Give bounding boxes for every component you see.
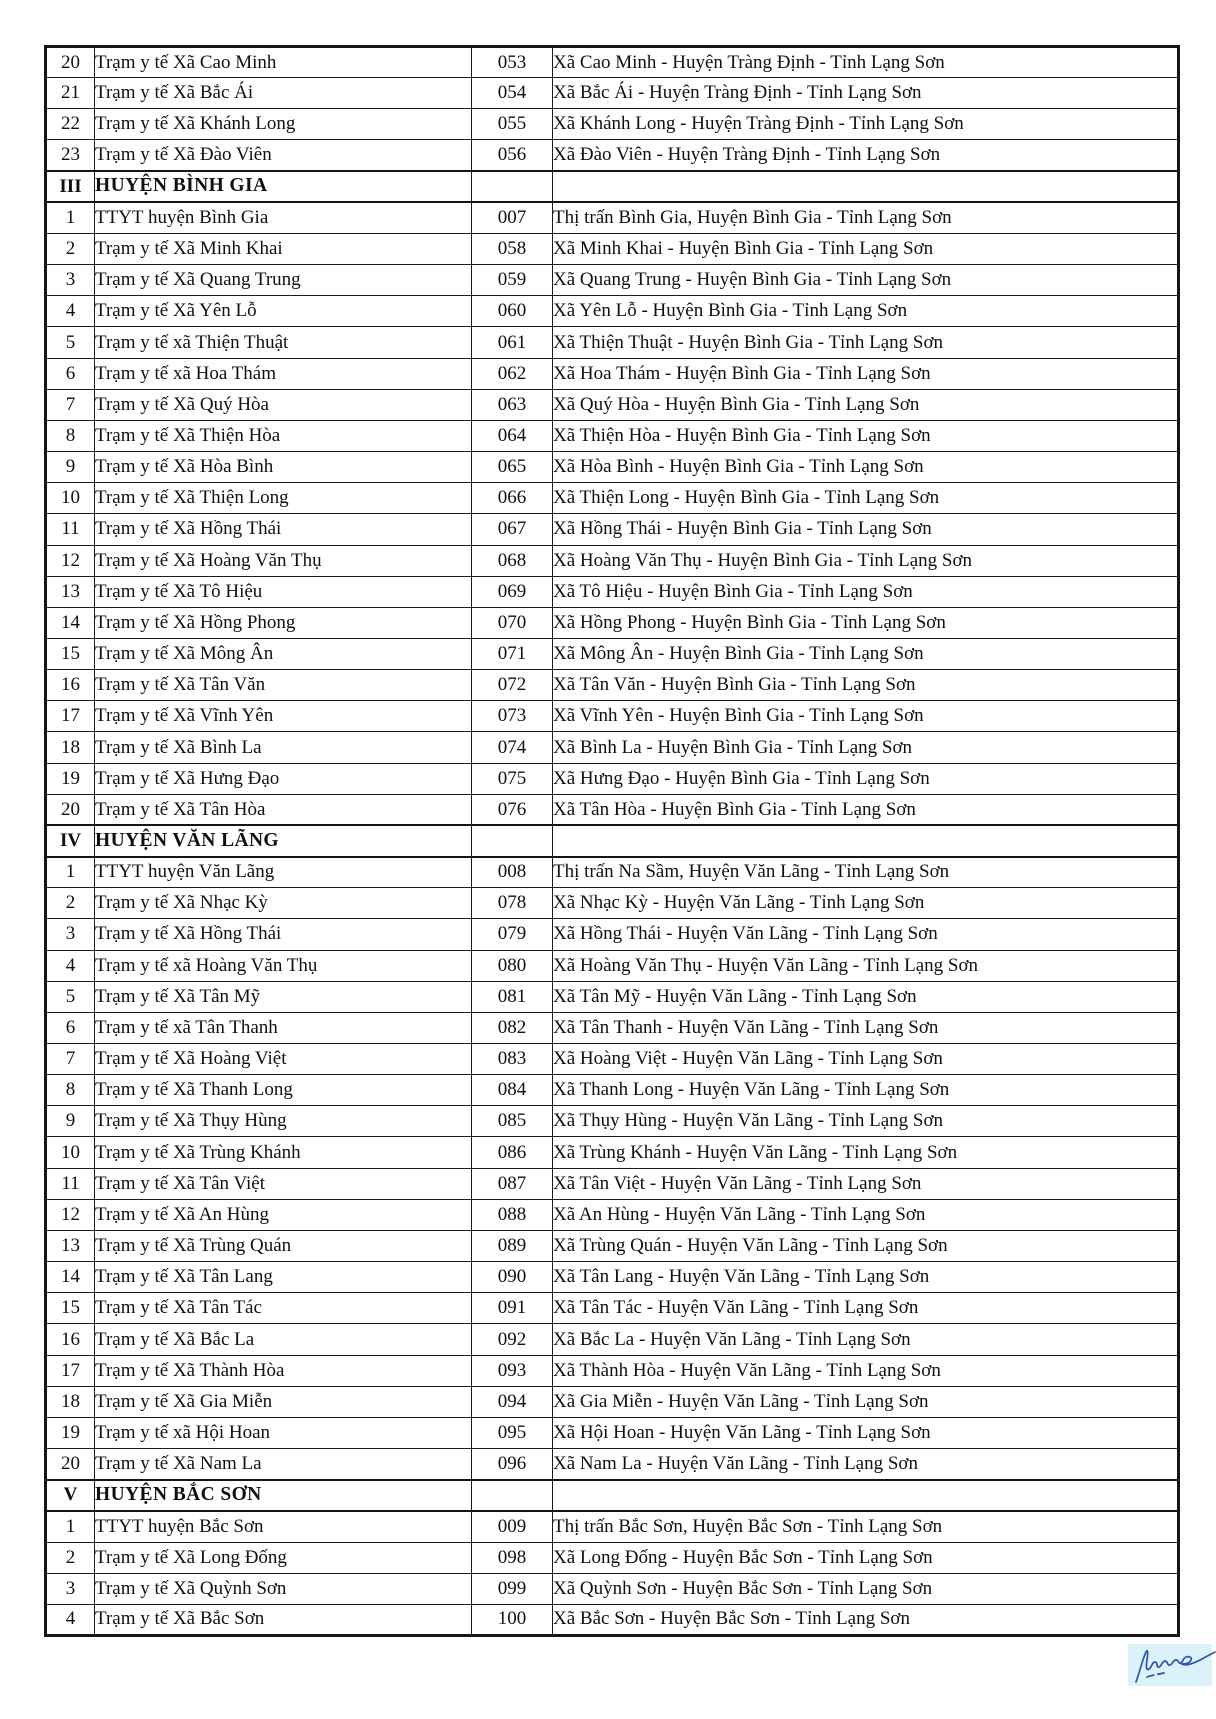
table-row xyxy=(46,1075,1179,1106)
station-code-cell: 065 xyxy=(472,452,553,483)
station-code-cell: 074 xyxy=(472,732,553,763)
station-address-cell xyxy=(553,825,1179,856)
station-address-cell: Xã Hưng Đạo - Huyện Bình Gia - Tỉnh Lạng Sơn xyxy=(553,763,1179,794)
row-number-cell: 22 xyxy=(46,109,95,140)
station-address-cell: Xã Trùng Khánh - Huyện Văn Lãng - Tỉnh Lạng Sơn xyxy=(553,1137,1179,1168)
table-row xyxy=(46,950,1179,981)
row-number-cell: 19 xyxy=(46,1417,95,1448)
station-code-cell: 071 xyxy=(472,638,553,669)
station-name-cell: Trạm y tế Xã Bắc La xyxy=(95,1324,472,1355)
table-row xyxy=(46,233,1179,264)
station-code-cell: 091 xyxy=(472,1293,553,1324)
section-header-row xyxy=(46,171,1179,202)
row-number-cell: 14 xyxy=(46,1262,95,1293)
row-number-cell: 17 xyxy=(46,1355,95,1386)
row-number-cell: 7 xyxy=(46,389,95,420)
station-name-cell: Trạm y tế Xã Thụy Hùng xyxy=(95,1106,472,1137)
station-code-cell: 092 xyxy=(472,1324,553,1355)
station-address-cell: Xã Thanh Long - Huyện Văn Lãng - Tỉnh Lạng Sơn xyxy=(553,1075,1179,1106)
station-name-cell: Trạm y tế xã Tân Thanh xyxy=(95,1012,472,1043)
station-name-cell: Trạm y tế Xã Gia Miễn xyxy=(95,1386,472,1417)
station-address-cell: Thị trấn Bắc Sơn, Huyện Bắc Sơn - Tỉnh Lạng Sơn xyxy=(553,1511,1179,1542)
station-name-cell: Trạm y tế Xã Thanh Long xyxy=(95,1075,472,1106)
station-code-cell: 063 xyxy=(472,389,553,420)
row-number-cell: 19 xyxy=(46,763,95,794)
row-number-cell: 10 xyxy=(46,1137,95,1168)
table-row xyxy=(46,514,1179,545)
station-code-cell: 069 xyxy=(472,576,553,607)
station-name-cell: Trạm y tế Xã Tân Hòa xyxy=(95,794,472,825)
station-address-cell: Xã Hoàng Việt - Huyện Văn Lãng - Tỉnh Lạng Sơn xyxy=(553,1044,1179,1075)
station-address-cell: Xã Bắc Ái - Huyện Tràng Định - Tỉnh Lạng Sơn xyxy=(553,78,1179,109)
table-row xyxy=(46,1293,1179,1324)
station-address-cell: Xã Hòa Bình - Huyện Bình Gia - Tỉnh Lạng Sơn xyxy=(553,452,1179,483)
station-code-cell: 100 xyxy=(472,1604,553,1635)
station-code-cell: 087 xyxy=(472,1168,553,1199)
table-row xyxy=(46,1573,1179,1604)
station-address-cell: Xã Khánh Long - Huyện Tràng Định - Tỉnh Lạng Sơn xyxy=(553,109,1179,140)
row-number-cell: 13 xyxy=(46,576,95,607)
station-address-cell: Xã An Hùng - Huyện Văn Lãng - Tỉnh Lạng Sơn xyxy=(553,1199,1179,1230)
row-number-cell: 20 xyxy=(46,47,95,78)
station-name-cell: Trạm y tế Xã Hòa Bình xyxy=(95,452,472,483)
station-name-cell: Trạm y tế Xã Bắc Ái xyxy=(95,78,472,109)
table-row xyxy=(46,981,1179,1012)
station-code-cell: 099 xyxy=(472,1573,553,1604)
station-name-cell: Trạm y tế Xã Đào Viên xyxy=(95,140,472,171)
table-row xyxy=(46,1449,1179,1480)
station-name-cell: Trạm y tế Xã Hoàng Việt xyxy=(95,1044,472,1075)
station-address-cell: Xã Nhạc Kỳ - Huyện Văn Lãng - Tỉnh Lạng Sơn xyxy=(553,888,1179,919)
station-address-cell: Xã Long Đống - Huyện Bắc Sơn - Tỉnh Lạng Sơn xyxy=(553,1542,1179,1573)
table-row xyxy=(46,202,1179,233)
station-name-cell: Trạm y tế Xã Trùng Quán xyxy=(95,1230,472,1261)
station-name-cell: Trạm y tế Xã Quỳnh Sơn xyxy=(95,1573,472,1604)
station-code-cell: 081 xyxy=(472,981,553,1012)
row-number-cell: V xyxy=(46,1480,95,1511)
station-code-cell: 089 xyxy=(472,1230,553,1261)
row-number-cell: 1 xyxy=(46,202,95,233)
station-address-cell: Xã Tân Việt - Huyện Văn Lãng - Tỉnh Lạng Sơn xyxy=(553,1168,1179,1199)
table-row xyxy=(46,763,1179,794)
table-row xyxy=(46,1230,1179,1261)
station-code-cell: 060 xyxy=(472,296,553,327)
station-name-cell: Trạm y tế xã Hội Hoan xyxy=(95,1417,472,1448)
station-code-cell: 086 xyxy=(472,1137,553,1168)
station-name-cell: Trạm y tế Xã Yên Lỗ xyxy=(95,296,472,327)
station-address-cell: Xã Cao Minh - Huyện Tràng Định - Tỉnh Lạng Sơn xyxy=(553,47,1179,78)
station-address-cell: Xã Đào Viên - Huyện Tràng Định - Tỉnh Lạng Sơn xyxy=(553,140,1179,171)
station-address-cell: Xã Thụy Hùng - Huyện Văn Lãng - Tỉnh Lạng Sơn xyxy=(553,1106,1179,1137)
station-code-cell xyxy=(472,171,553,202)
station-code-cell: 082 xyxy=(472,1012,553,1043)
station-address-cell: Xã Hội Hoan - Huyện Văn Lãng - Tỉnh Lạng Sơn xyxy=(553,1417,1179,1448)
station-code-cell: 067 xyxy=(472,514,553,545)
table-row xyxy=(46,78,1179,109)
station-code-cell: 075 xyxy=(472,763,553,794)
station-code-cell: 072 xyxy=(472,670,553,701)
station-code-cell: 059 xyxy=(472,265,553,296)
row-number-cell: 16 xyxy=(46,1324,95,1355)
row-number-cell: 12 xyxy=(46,1199,95,1230)
station-name-cell: TTYT huyện Văn Lãng xyxy=(95,857,472,888)
station-address-cell: Xã Tân Tác - Huyện Văn Lãng - Tỉnh Lạng Sơn xyxy=(553,1293,1179,1324)
station-name-cell: Trạm y tế Xã Hồng Thái xyxy=(95,919,472,950)
station-code-cell: 088 xyxy=(472,1199,553,1230)
station-code-cell: 062 xyxy=(472,358,553,389)
station-address-cell: Xã Quý Hòa - Huyện Bình Gia - Tỉnh Lạng Sơn xyxy=(553,389,1179,420)
station-name-cell: Trạm y tế Xã Tô Hiệu xyxy=(95,576,472,607)
station-code-cell: 078 xyxy=(472,888,553,919)
station-address-cell: Xã Hoa Thám - Huyện Bình Gia - Tỉnh Lạng Sơn xyxy=(553,358,1179,389)
station-name-cell: Trạm y tế Xã Tân Văn xyxy=(95,670,472,701)
table-row xyxy=(46,1417,1179,1448)
station-code-cell: 079 xyxy=(472,919,553,950)
row-number-cell: 13 xyxy=(46,1230,95,1261)
station-address-cell: Xã Bắc La - Huyện Văn Lãng - Tỉnh Lạng Sơn xyxy=(553,1324,1179,1355)
station-address-cell: Xã Thiện Long - Huyện Bình Gia - Tỉnh Lạng Sơn xyxy=(553,483,1179,514)
table-row xyxy=(46,1386,1179,1417)
station-address-cell: Thị trấn Na Sầm, Huyện Văn Lãng - Tỉnh Lạng Sơn xyxy=(553,857,1179,888)
table-row xyxy=(46,1355,1179,1386)
station-code-cell: 056 xyxy=(472,140,553,171)
table-row xyxy=(46,701,1179,732)
row-number-cell: 2 xyxy=(46,1542,95,1573)
station-address-cell: Xã Trùng Quán - Huyện Văn Lãng - Tỉnh Lạng Sơn xyxy=(553,1230,1179,1261)
row-number-cell: 8 xyxy=(46,420,95,451)
row-number-cell: 14 xyxy=(46,607,95,638)
station-address-cell: Xã Gia Miễn - Huyện Văn Lãng - Tỉnh Lạng Sơn xyxy=(553,1386,1179,1417)
station-name-cell: Trạm y tế Xã Long Đống xyxy=(95,1542,472,1573)
station-code-cell: 009 xyxy=(472,1511,553,1542)
station-address-cell: Xã Tô Hiệu - Huyện Bình Gia - Tỉnh Lạng Sơn xyxy=(553,576,1179,607)
section-header-row xyxy=(46,1480,1179,1511)
station-name-cell: Trạm y tế Xã Mông Ân xyxy=(95,638,472,669)
table-row xyxy=(46,358,1179,389)
row-number-cell: 15 xyxy=(46,638,95,669)
row-number-cell: 17 xyxy=(46,701,95,732)
station-code-cell: 094 xyxy=(472,1386,553,1417)
station-code-cell: 007 xyxy=(472,202,553,233)
row-number-cell: 4 xyxy=(46,1604,95,1635)
station-name-cell: Trạm y tế xã Thiện Thuật xyxy=(95,327,472,358)
station-name-cell: Trạm y tế Xã Khánh Long xyxy=(95,109,472,140)
station-address-cell: Xã Hoàng Văn Thụ - Huyện Bình Gia - Tỉnh Lạng Sơn xyxy=(553,545,1179,576)
table-row xyxy=(46,732,1179,763)
station-name-cell: Trạm y tế xã Hoa Thám xyxy=(95,358,472,389)
station-code-cell: 090 xyxy=(472,1262,553,1293)
station-code-cell: 070 xyxy=(472,607,553,638)
station-code-cell: 061 xyxy=(472,327,553,358)
table-row xyxy=(46,483,1179,514)
district-title-cell: HUYỆN BÌNH GIA xyxy=(95,171,472,202)
table-row xyxy=(46,1012,1179,1043)
row-number-cell: 11 xyxy=(46,1168,95,1199)
row-number-cell: 12 xyxy=(46,545,95,576)
station-address-cell: Thị trấn Bình Gia, Huyện Bình Gia - Tỉnh Lạng Sơn xyxy=(553,202,1179,233)
table-row xyxy=(46,389,1179,420)
row-number-cell: 20 xyxy=(46,794,95,825)
station-name-cell: Trạm y tế Xã Thiện Hòa xyxy=(95,420,472,451)
station-code-cell: 055 xyxy=(472,109,553,140)
station-code-cell: 068 xyxy=(472,545,553,576)
row-number-cell: 15 xyxy=(46,1293,95,1324)
station-code-cell xyxy=(472,825,553,856)
station-address-cell: Xã Quang Trung - Huyện Bình Gia - Tỉnh Lạng Sơn xyxy=(553,265,1179,296)
station-name-cell: Trạm y tế Xã Bình La xyxy=(95,732,472,763)
row-number-cell: III xyxy=(46,171,95,202)
table-row xyxy=(46,420,1179,451)
row-number-cell: 23 xyxy=(46,140,95,171)
station-name-cell: Trạm y tế Xã Hoàng Văn Thụ xyxy=(95,545,472,576)
station-address-cell: Xã Vĩnh Yên - Huyện Bình Gia - Tỉnh Lạng Sơn xyxy=(553,701,1179,732)
table-row xyxy=(46,919,1179,950)
station-address-cell: Xã Mông Ân - Huyện Bình Gia - Tỉnh Lạng Sơn xyxy=(553,638,1179,669)
station-address-cell: Xã Thành Hòa - Huyện Văn Lãng - Tỉnh Lạng Sơn xyxy=(553,1355,1179,1386)
station-name-cell: Trạm y tế Xã An Hùng xyxy=(95,1199,472,1230)
table-row xyxy=(46,794,1179,825)
table-row xyxy=(46,265,1179,296)
section-header-row xyxy=(46,825,1179,856)
table-body xyxy=(46,47,1179,1636)
station-address-cell: Xã Tân Mỹ - Huyện Văn Lãng - Tỉnh Lạng Sơn xyxy=(553,981,1179,1012)
station-name-cell: Trạm y tế Xã Trùng Khánh xyxy=(95,1137,472,1168)
station-code-cell: 093 xyxy=(472,1355,553,1386)
table-row xyxy=(46,452,1179,483)
row-number-cell: 1 xyxy=(46,857,95,888)
signature-icon xyxy=(1122,1642,1216,1690)
district-title-cell: HUYỆN BẮC SƠN xyxy=(95,1480,472,1511)
station-code-cell: 083 xyxy=(472,1044,553,1075)
station-name-cell: Trạm y tế Xã Bắc Sơn xyxy=(95,1604,472,1635)
table-row xyxy=(46,1044,1179,1075)
station-code-cell: 095 xyxy=(472,1417,553,1448)
station-address-cell: Xã Bắc Sơn - Huyện Bắc Sơn - Tỉnh Lạng Sơn xyxy=(553,1604,1179,1635)
station-name-cell: Trạm y tế Xã Tân Mỹ xyxy=(95,981,472,1012)
table-row xyxy=(46,140,1179,171)
station-code-cell: 064 xyxy=(472,420,553,451)
row-number-cell: 8 xyxy=(46,1075,95,1106)
row-number-cell: 6 xyxy=(46,358,95,389)
station-name-cell: Trạm y tế Xã Hồng Phong xyxy=(95,607,472,638)
table-row xyxy=(46,888,1179,919)
station-name-cell: TTYT huyện Bắc Sơn xyxy=(95,1511,472,1542)
table-row xyxy=(46,1542,1179,1573)
table-row xyxy=(46,1168,1179,1199)
station-name-cell: Trạm y tế Xã Tân Việt xyxy=(95,1168,472,1199)
row-number-cell: 9 xyxy=(46,1106,95,1137)
station-code-cell: 076 xyxy=(472,794,553,825)
table-row xyxy=(46,1262,1179,1293)
station-name-cell: Trạm y tế Xã Hưng Đạo xyxy=(95,763,472,794)
station-address-cell: Xã Tân Văn - Huyện Bình Gia - Tỉnh Lạng Sơn xyxy=(553,670,1179,701)
station-name-cell: TTYT huyện Bình Gia xyxy=(95,202,472,233)
table-row xyxy=(46,296,1179,327)
station-name-cell: Trạm y tế Xã Vĩnh Yên xyxy=(95,701,472,732)
row-number-cell: 10 xyxy=(46,483,95,514)
row-number-cell: 21 xyxy=(46,78,95,109)
station-address-cell: Xã Hồng Phong - Huyện Bình Gia - Tỉnh Lạng Sơn xyxy=(553,607,1179,638)
row-number-cell: 20 xyxy=(46,1449,95,1480)
row-number-cell: 4 xyxy=(46,296,95,327)
table-row xyxy=(46,545,1179,576)
row-number-cell: 3 xyxy=(46,1573,95,1604)
station-name-cell: Trạm y tế Xã Quang Trung xyxy=(95,265,472,296)
row-number-cell: 6 xyxy=(46,1012,95,1043)
row-number-cell: 5 xyxy=(46,981,95,1012)
station-code-cell: 080 xyxy=(472,950,553,981)
table-row xyxy=(46,607,1179,638)
station-address-cell: Xã Bình La - Huyện Bình Gia - Tỉnh Lạng Sơn xyxy=(553,732,1179,763)
table-row xyxy=(46,109,1179,140)
station-code-cell: 054 xyxy=(472,78,553,109)
station-code-cell: 084 xyxy=(472,1075,553,1106)
station-name-cell: Trạm y tế Xã Thành Hòa xyxy=(95,1355,472,1386)
table-row xyxy=(46,47,1179,78)
row-number-cell: 4 xyxy=(46,950,95,981)
station-name-cell: Trạm y tế Xã Nam La xyxy=(95,1449,472,1480)
station-code-cell: 073 xyxy=(472,701,553,732)
table-row xyxy=(46,576,1179,607)
row-number-cell: 3 xyxy=(46,919,95,950)
station-code-cell: 008 xyxy=(472,857,553,888)
row-number-cell: 3 xyxy=(46,265,95,296)
row-number-cell: 5 xyxy=(46,327,95,358)
station-address-cell: Xã Thiện Hòa - Huyện Bình Gia - Tỉnh Lạng Sơn xyxy=(553,420,1179,451)
signature-area xyxy=(1128,1644,1212,1686)
station-address-cell: Xã Yên Lỗ - Huyện Bình Gia - Tỉnh Lạng Sơn xyxy=(553,296,1179,327)
station-code-cell: 098 xyxy=(472,1542,553,1573)
station-address-cell: Xã Hồng Thái - Huyện Văn Lãng - Tỉnh Lạng Sơn xyxy=(553,919,1179,950)
table-row xyxy=(46,1137,1179,1168)
station-address-cell: Xã Tân Lang - Huyện Văn Lãng - Tỉnh Lạng Sơn xyxy=(553,1262,1179,1293)
station-name-cell: Trạm y tế Xã Hồng Thái xyxy=(95,514,472,545)
row-number-cell: IV xyxy=(46,825,95,856)
station-address-cell: Xã Thiện Thuật - Huyện Bình Gia - Tỉnh Lạng Sơn xyxy=(553,327,1179,358)
row-number-cell: 7 xyxy=(46,1044,95,1075)
station-name-cell: Trạm y tế xã Hoàng Văn Thụ xyxy=(95,950,472,981)
table-row xyxy=(46,1324,1179,1355)
station-address-cell xyxy=(553,1480,1179,1511)
row-number-cell: 9 xyxy=(46,452,95,483)
station-code-cell: 058 xyxy=(472,233,553,264)
station-address-cell: Xã Nam La - Huyện Văn Lãng - Tỉnh Lạng Sơn xyxy=(553,1449,1179,1480)
table-row xyxy=(46,327,1179,358)
station-code-cell: 085 xyxy=(472,1106,553,1137)
row-number-cell: 2 xyxy=(46,233,95,264)
station-address-cell: Xã Tân Hòa - Huyện Bình Gia - Tỉnh Lạng Sơn xyxy=(553,794,1179,825)
table-row xyxy=(46,638,1179,669)
row-number-cell: 2 xyxy=(46,888,95,919)
table-row xyxy=(46,1511,1179,1542)
station-code-cell xyxy=(472,1480,553,1511)
table-row xyxy=(46,1199,1179,1230)
station-name-cell: Trạm y tế Xã Cao Minh xyxy=(95,47,472,78)
health-station-table xyxy=(44,45,1180,1637)
station-code-cell: 053 xyxy=(472,47,553,78)
row-number-cell: 1 xyxy=(46,1511,95,1542)
district-title-cell: HUYỆN VĂN LÃNG xyxy=(95,825,472,856)
station-name-cell: Trạm y tế Xã Tân Tác xyxy=(95,1293,472,1324)
table-row xyxy=(46,1106,1179,1137)
station-name-cell: Trạm y tế Xã Thiện Long xyxy=(95,483,472,514)
station-address-cell xyxy=(553,171,1179,202)
row-number-cell: 18 xyxy=(46,1386,95,1417)
station-address-cell: Xã Hồng Thái - Huyện Bình Gia - Tỉnh Lạng Sơn xyxy=(553,514,1179,545)
station-code-cell: 066 xyxy=(472,483,553,514)
station-address-cell: Xã Tân Thanh - Huyện Văn Lãng - Tỉnh Lạng Sơn xyxy=(553,1012,1179,1043)
station-name-cell: Trạm y tế Xã Tân Lang xyxy=(95,1262,472,1293)
row-number-cell: 11 xyxy=(46,514,95,545)
station-name-cell: Trạm y tế Xã Quý Hòa xyxy=(95,389,472,420)
table-row xyxy=(46,670,1179,701)
station-name-cell: Trạm y tế Xã Minh Khai xyxy=(95,233,472,264)
station-address-cell: Xã Minh Khai - Huyện Bình Gia - Tỉnh Lạng Sơn xyxy=(553,233,1179,264)
station-address-cell: Xã Hoàng Văn Thụ - Huyện Văn Lãng - Tỉnh Lạng Sơn xyxy=(553,950,1179,981)
table-row xyxy=(46,1604,1179,1635)
table-row xyxy=(46,857,1179,888)
row-number-cell: 16 xyxy=(46,670,95,701)
station-code-cell: 096 xyxy=(472,1449,553,1480)
row-number-cell: 18 xyxy=(46,732,95,763)
station-address-cell: Xã Quỳnh Sơn - Huyện Bắc Sơn - Tỉnh Lạng Sơn xyxy=(553,1573,1179,1604)
station-name-cell: Trạm y tế Xã Nhạc Kỳ xyxy=(95,888,472,919)
